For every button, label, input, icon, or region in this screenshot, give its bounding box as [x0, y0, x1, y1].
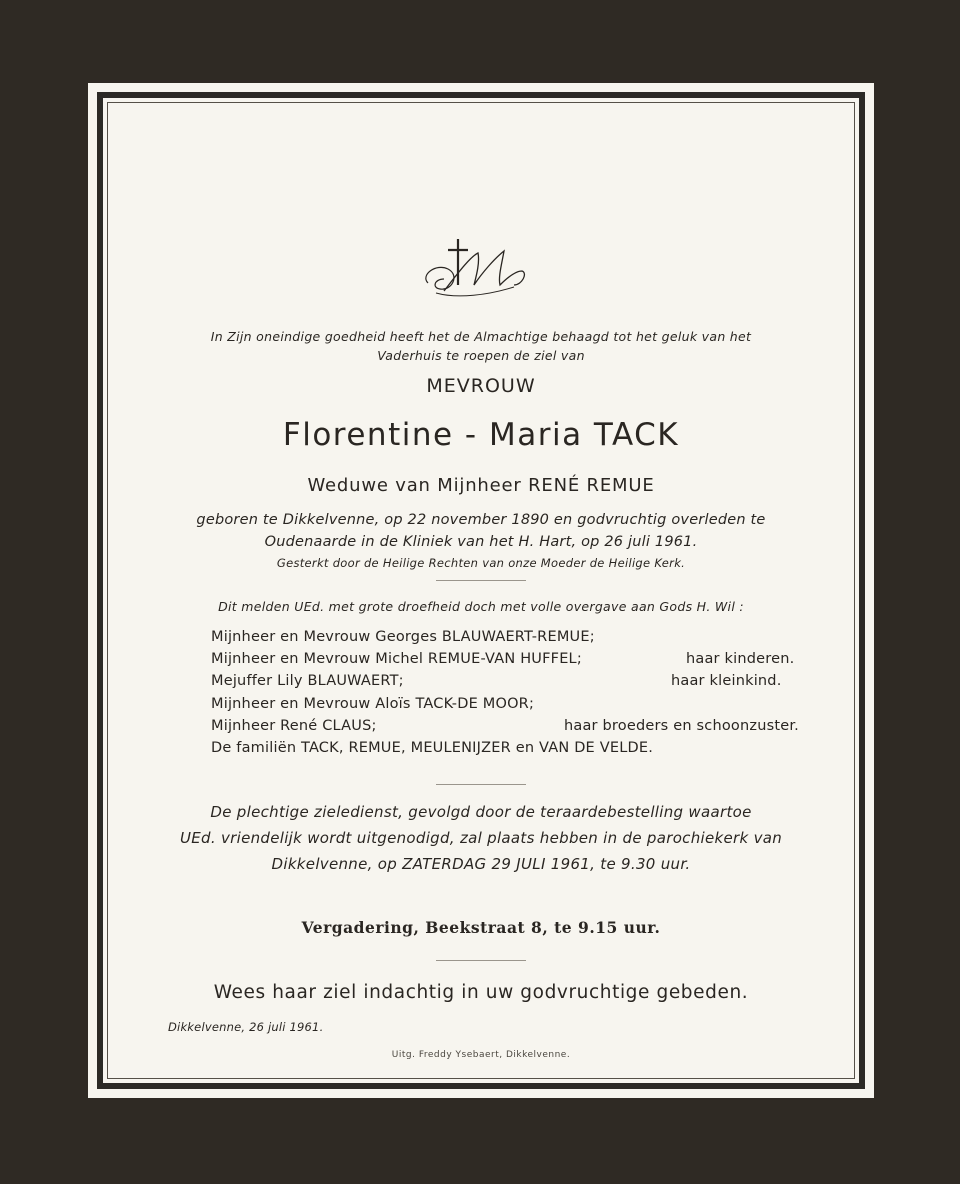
birth-line-1: geboren te Dikkelvenne, op 22 november 1890 en godvruchtig overleden te	[196, 512, 766, 528]
printer-credit: Uitg. Freddy Ysebaert, Dikkelvenne.	[391, 1050, 571, 1060]
honorific: MEVROUW	[426, 375, 536, 397]
deceased-name: Florentine - Maria TACK	[282, 417, 680, 453]
family-member: Mejuffer Lily BLAUWAERT;	[211, 673, 404, 689]
spouse-line: Weduwe van Mijnheer RENÉ REMUE	[307, 475, 655, 496]
cross-monogram-icon	[418, 233, 538, 308]
separator	[436, 580, 526, 581]
family-member: Mijnheer en Mevrouw Aloïs TACK-DE MOOR;	[211, 696, 535, 712]
card-content	[88, 83, 874, 1098]
family-relation: haar kleinkind.	[671, 673, 782, 689]
family-relation: haar kinderen.	[686, 651, 795, 667]
memorial-card	[88, 83, 874, 1098]
meeting-line: Vergadering, Beekstraat 8, te 9.15 uur.	[301, 918, 661, 937]
prayer-line: Wees haar ziel indachtig in uw godvruchtige gebeden.	[213, 982, 749, 1003]
family-member: Mijnheer en Mevrouw Georges BLAUWAERT-REMUE;	[211, 629, 595, 645]
separator	[436, 960, 526, 961]
service-line-3: Dikkelvenne, op ZATERDAG 29 JULI 1961, te 9.30 uur.	[271, 855, 691, 873]
birth-line-2: Oudenaarde in de Kliniek van het H. Hart, op 26 juli 1961.	[264, 534, 698, 550]
intro-line-1: In Zijn oneindige goedheid heeft het de Almachtige behaagd tot het geluk van het	[210, 329, 752, 344]
service-line-2: UEd. vriendelijk wordt uitgenodigd, zal plaats hebben in de parochiekerk van	[179, 829, 783, 847]
family-member: Mijnheer en Mevrouw Michel REMUE-VAN HUFFEL;	[211, 651, 582, 667]
service-line-1: De plechtige zieledienst, gevolgd door de teraardebestelling waartoe	[210, 803, 752, 821]
announcement: Dit melden UEd. met grote droefheid doch met volle overgave aan Gods H. Wil :	[218, 599, 744, 614]
intro-line-2: Vaderhuis te roepen de ziel van	[377, 348, 585, 363]
place-date: Dikkelvenne, 26 juli 1961.	[168, 1020, 324, 1034]
separator	[436, 784, 526, 785]
family-member: De familiën TACK, REMUE, MEULENIJZER en VAN DE VELDE.	[211, 740, 654, 756]
family-member: Mijnheer René CLAUS;	[211, 718, 377, 734]
family-relation: haar broeders en schoonzuster.	[564, 718, 799, 734]
birth-line-3: Gesterkt door de Heilige Rechten van onze Moeder de Heilige Kerk.	[276, 556, 686, 570]
